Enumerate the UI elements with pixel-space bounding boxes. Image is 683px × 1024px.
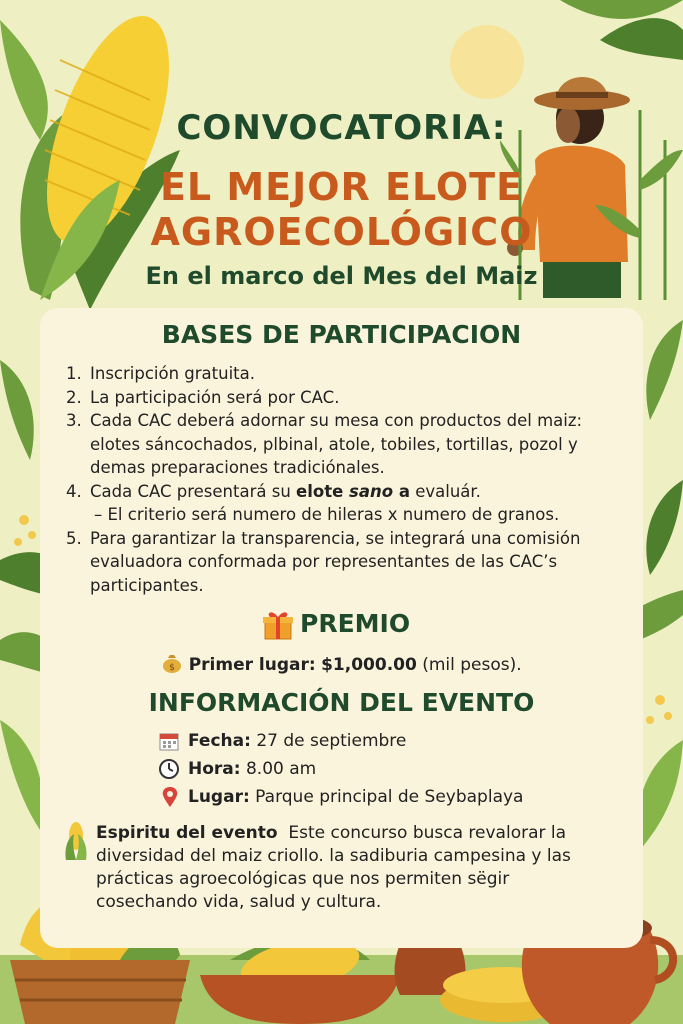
item-text-bold: elote (296, 481, 350, 501)
item-number: 5. (66, 528, 82, 548)
item-text: evaluár. (409, 481, 481, 501)
prize-label: Primer lugar: (188, 655, 316, 675)
title-line-2: AGROECOLÓGICO (150, 210, 533, 254)
bases-heading: BASES DE PARTICIPACION (161, 320, 522, 349)
location-pin-icon (160, 786, 180, 808)
subtitle: En el marco del Mes del Maiz (145, 262, 538, 290)
item-text-bold: a (393, 481, 410, 501)
item-text: Cada CAC presentará su (90, 481, 297, 501)
leaf (646, 320, 683, 420)
lugar-line (188, 787, 523, 807)
lugar-label: Lugar: (188, 787, 250, 807)
item-text-italic: sano (349, 481, 394, 501)
convocatoria-label: CONVOCATORIA: (176, 108, 507, 148)
corn-icon (62, 820, 90, 864)
fecha-label: Fecha: (188, 731, 251, 751)
list-item (66, 409, 626, 480)
item-text: Cada CAC deberá adornar su mesa con productos del maiz: elotes sáncochados, plbinal, atole, tobiles, tortillas, pozol y demas preparaciones tradiciónales. (90, 411, 583, 477)
item-text: La participación será por CAC. (90, 387, 340, 407)
list-item (66, 386, 626, 410)
item-number: 3. (66, 411, 82, 430)
calendar-icon (158, 730, 180, 752)
clock-icon (158, 758, 180, 780)
info-heading: INFORMACIÓN DEL EVENTO (148, 688, 535, 717)
list-item (66, 362, 626, 386)
bases-list (66, 362, 626, 597)
hora-value: 8.00 am (245, 759, 317, 779)
fecha-line (188, 731, 406, 751)
leaf (0, 360, 34, 460)
money-bag-icon (161, 652, 183, 674)
gift-icon (262, 609, 294, 641)
sun (450, 25, 524, 99)
item-text: Inscripción gratuita. (90, 364, 255, 383)
lugar-value: Parque principal de Seybaplaya (255, 787, 524, 807)
svg-text:$: $ (169, 663, 176, 673)
leaf (600, 18, 683, 60)
list-item (66, 527, 626, 598)
leaf (646, 480, 683, 575)
spirit-block (96, 822, 616, 914)
fecha-value: 27 de septiembre (256, 731, 407, 751)
prize-line (40, 652, 643, 675)
premio-heading: PREMIO (300, 609, 411, 638)
hora-label: Hora: (188, 759, 241, 779)
list-item (66, 480, 626, 527)
premio-header (262, 609, 422, 641)
title-line-1: EL MEJOR ELOTE (159, 165, 524, 209)
leaf (560, 0, 683, 19)
hora-line (188, 759, 316, 779)
leaf (637, 740, 683, 850)
spirit-label: Espiritu del evento (96, 823, 278, 843)
item-number: 4. (66, 481, 82, 501)
spirit-text: Este concurso busca revalorar la diversidad del maiz criollo. la sadiburia campesina y las prácticas agroecológicas que nos permiten sëgir cosechando vida, salud y cultura. (96, 823, 571, 912)
item-number: 2. (66, 387, 82, 407)
item-text: Para garantizar la transparencia, se integrará una comisión evaluadora conformada por representantes de las CAC’s participantes. (90, 528, 581, 595)
item-criterion: – El criterio será numero de hileras x numero de granos. (94, 505, 560, 524)
prize-detail: (mil pesos). (422, 655, 522, 675)
leaf (0, 720, 43, 830)
item-number: 1. (66, 364, 82, 383)
prize-amount: $1,000.00 (321, 655, 417, 675)
